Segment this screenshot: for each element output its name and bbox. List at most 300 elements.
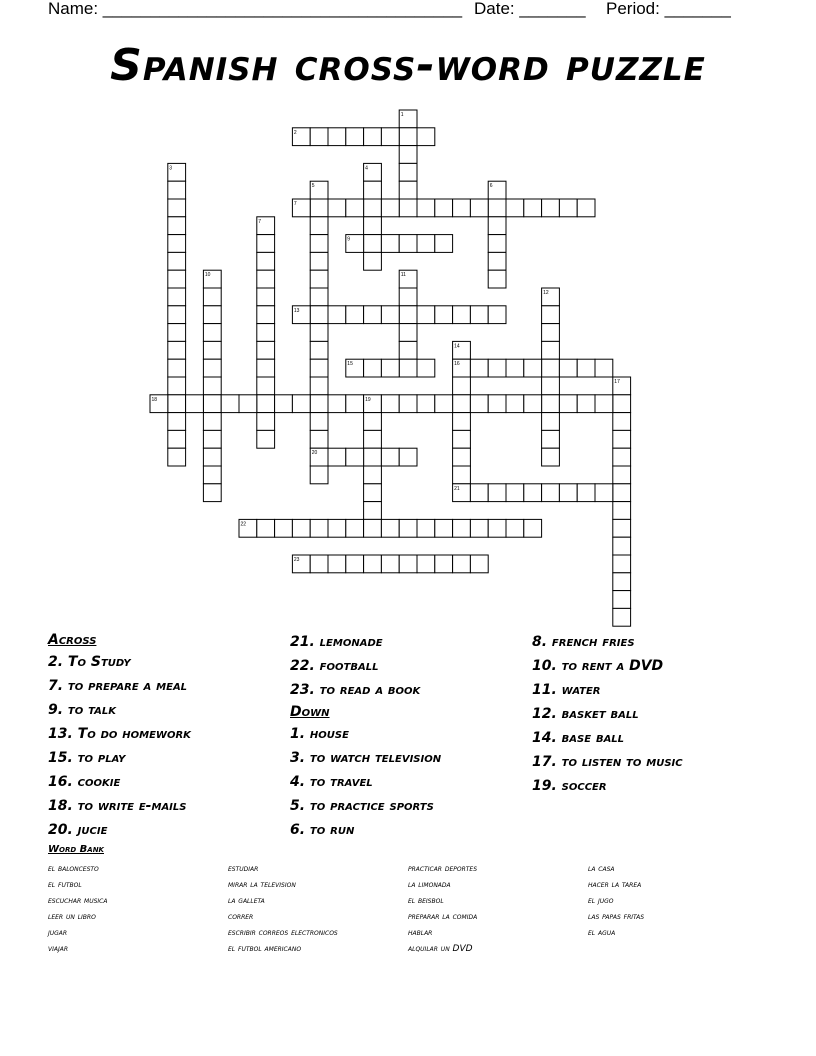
crossword-cell[interactable] <box>613 413 631 431</box>
crossword-cell[interactable] <box>595 359 613 377</box>
word-bank-column-4 <box>588 861 644 941</box>
word-bank-entry: las papas fritas <box>588 912 645 922</box>
crossword-cell[interactable] <box>417 359 435 377</box>
crossword-cell[interactable] <box>346 199 364 217</box>
crossword-cell[interactable] <box>381 359 399 377</box>
crossword-cell[interactable] <box>381 199 399 217</box>
word-bank-entry: practicar deportes <box>408 864 478 874</box>
crossword-cell[interactable] <box>257 324 275 342</box>
crossword-cell[interactable] <box>381 235 399 253</box>
crossword-cell[interactable] <box>168 359 186 377</box>
crossword-cell[interactable] <box>364 252 382 270</box>
word-bank-entry: viajar <box>48 944 69 954</box>
crossword-cell[interactable] <box>399 235 417 253</box>
crossword-cell[interactable] <box>381 306 399 324</box>
across-clue: 18. to write e-mails <box>48 798 187 814</box>
crossword-cell[interactable] <box>613 555 631 573</box>
crossword-cell[interactable] <box>542 288 560 306</box>
crossword-cell[interactable] <box>364 359 382 377</box>
down-clue: 5. to practice sports <box>290 798 434 814</box>
crossword-cell[interactable] <box>310 395 328 413</box>
crossword-cell[interactable] <box>381 128 399 146</box>
crossword-cell[interactable] <box>577 359 595 377</box>
crossword-cell[interactable] <box>257 217 275 235</box>
crossword-cell[interactable] <box>203 377 221 395</box>
down-clue: 3. to watch television <box>290 750 442 766</box>
crossword-cell[interactable] <box>417 555 435 573</box>
crossword-cell[interactable] <box>310 181 328 199</box>
crossword-cell[interactable] <box>310 288 328 306</box>
crossword-cell[interactable] <box>435 395 453 413</box>
crossword-cell[interactable] <box>524 519 542 537</box>
crossword-cell[interactable] <box>150 395 168 413</box>
crossword-cell[interactable] <box>292 519 310 537</box>
crossword-cell[interactable] <box>435 199 453 217</box>
crossword-cell[interactable] <box>203 466 221 484</box>
crossword-cell[interactable] <box>168 430 186 448</box>
crossword-cell[interactable] <box>364 430 382 448</box>
crossword-cell[interactable] <box>257 413 275 431</box>
crossword-cell[interactable] <box>399 395 417 413</box>
crossword-cell[interactable] <box>524 199 542 217</box>
crossword-cell[interactable] <box>364 235 382 253</box>
crossword-cell[interactable] <box>168 252 186 270</box>
crossword-cell[interactable] <box>168 324 186 342</box>
crossword-cell[interactable] <box>310 377 328 395</box>
crossword-cell[interactable] <box>168 395 186 413</box>
crossword-cell[interactable] <box>346 519 364 537</box>
clue-number: 7 <box>293 201 297 207</box>
word-bank-column-1 <box>48 861 107 957</box>
crossword-cell[interactable] <box>257 288 275 306</box>
clue-number: 12 <box>543 290 549 296</box>
crossword-cell[interactable] <box>310 199 328 217</box>
clue-number: 3 <box>169 165 173 172</box>
crossword-cell[interactable] <box>613 502 631 520</box>
word-bank-column-3 <box>408 861 477 957</box>
crossword-cell[interactable] <box>506 519 524 537</box>
crossword-cell[interactable] <box>186 395 204 413</box>
crossword-cell[interactable] <box>203 413 221 431</box>
crossword-cell[interactable] <box>399 270 417 288</box>
crossword-cell[interactable] <box>346 448 364 466</box>
crossword-cell[interactable] <box>417 306 435 324</box>
crossword-cell[interactable] <box>453 555 471 573</box>
word-bank-entry: correr <box>228 912 254 922</box>
crossword-cell[interactable] <box>346 555 364 573</box>
crossword-cell[interactable] <box>292 555 310 573</box>
across-clue: 13. To do homework <box>48 726 191 742</box>
down-clue: 14. base ball <box>532 730 625 746</box>
crossword-cell[interactable] <box>168 270 186 288</box>
crossword-cell[interactable] <box>488 199 506 217</box>
crossword-cell[interactable] <box>364 217 382 235</box>
crossword-cell[interactable] <box>435 235 453 253</box>
crossword-cell[interactable] <box>542 199 560 217</box>
crossword-cell[interactable] <box>203 324 221 342</box>
crossword-cell[interactable] <box>168 163 186 181</box>
word-bank-title: Word Bank <box>48 844 104 855</box>
crossword-cell[interactable] <box>435 519 453 537</box>
crossword-cell[interactable] <box>310 341 328 359</box>
crossword-cell[interactable] <box>310 235 328 253</box>
crossword-cell[interactable] <box>506 359 524 377</box>
crossword-cell[interactable] <box>524 395 542 413</box>
crossword-cell[interactable] <box>542 341 560 359</box>
word-bank-entry: estudiar <box>228 864 259 874</box>
crossword-cell[interactable] <box>346 128 364 146</box>
crossword-cell[interactable] <box>470 199 488 217</box>
crossword-cell[interactable] <box>613 484 631 502</box>
crossword-cell[interactable] <box>506 395 524 413</box>
crossword-cell[interactable] <box>613 537 631 555</box>
crossword-cell[interactable] <box>328 306 346 324</box>
crossword-cell[interactable] <box>542 324 560 342</box>
crossword-cell[interactable] <box>168 235 186 253</box>
crossword-cell[interactable] <box>453 448 471 466</box>
crossword-cell[interactable] <box>328 555 346 573</box>
crossword-cell[interactable] <box>364 484 382 502</box>
clue-number: 15 <box>347 361 353 368</box>
crossword-cell[interactable] <box>310 555 328 573</box>
clue-number: 10 <box>204 272 211 279</box>
crossword-cell[interactable] <box>203 288 221 306</box>
student-info-header <box>48 0 788 20</box>
crossword-cell[interactable] <box>613 519 631 537</box>
crossword-cell[interactable] <box>595 484 613 502</box>
crossword-cell[interactable] <box>203 395 221 413</box>
crossword-cell[interactable] <box>453 306 471 324</box>
crossword-cell[interactable] <box>310 324 328 342</box>
crossword-cell[interactable] <box>542 430 560 448</box>
clue-number: 19 <box>365 396 371 403</box>
crossword-cell[interactable] <box>453 199 471 217</box>
crossword-cell[interactable] <box>364 306 382 324</box>
crossword-cell[interactable] <box>364 128 382 146</box>
crossword-cell[interactable] <box>257 395 275 413</box>
crossword-cell[interactable] <box>453 413 471 431</box>
crossword-cell[interactable] <box>488 484 506 502</box>
crossword-cell[interactable] <box>417 519 435 537</box>
word-bank-column-2 <box>228 861 338 957</box>
crossword-cell[interactable] <box>221 395 239 413</box>
crossword-cell[interactable] <box>488 306 506 324</box>
crossword-cell[interactable] <box>435 306 453 324</box>
crossword-cell[interactable] <box>364 448 382 466</box>
crossword-cell[interactable] <box>364 413 382 431</box>
crossword-cell[interactable] <box>542 484 560 502</box>
word-bank-entry: hacer la tarea <box>588 880 642 890</box>
across-clue: 16. cookie <box>48 774 121 790</box>
crossword-cell[interactable] <box>488 252 506 270</box>
crossword-cell[interactable] <box>381 395 399 413</box>
crossword-cell[interactable] <box>417 235 435 253</box>
crossword-cell[interactable] <box>453 395 471 413</box>
crossword-cell[interactable] <box>346 359 364 377</box>
word-bank-entry: el jugo <box>588 896 614 906</box>
crossword-cell[interactable] <box>381 519 399 537</box>
across-heading: Across <box>48 632 97 648</box>
crossword-cell[interactable] <box>257 235 275 253</box>
clue-number: 13 <box>293 307 300 314</box>
crossword-cell[interactable] <box>399 324 417 342</box>
crossword-cell[interactable] <box>435 555 453 573</box>
down-clue: 8. french fries <box>532 634 635 650</box>
crossword-cell[interactable] <box>310 466 328 484</box>
crossword-cell[interactable] <box>453 519 471 537</box>
word-bank-entry: hablar <box>408 928 433 938</box>
crossword-cell[interactable] <box>453 484 471 502</box>
crossword-cell[interactable] <box>310 306 328 324</box>
crossword-cell[interactable] <box>488 270 506 288</box>
crossword-cell[interactable] <box>310 448 328 466</box>
crossword-cell[interactable] <box>168 377 186 395</box>
page-title: Spanish cross-word puzzle <box>110 40 706 91</box>
crossword-cell[interactable] <box>577 395 595 413</box>
clue-column-2 <box>290 630 441 842</box>
crossword-cell[interactable] <box>470 555 488 573</box>
across-clue: 23. to read a book <box>290 682 421 698</box>
crossword-cell[interactable] <box>399 519 417 537</box>
crossword-cell[interactable] <box>399 146 417 164</box>
crossword-cell[interactable] <box>364 163 382 181</box>
clue-number: 2 <box>293 129 297 136</box>
clue-number: 11 <box>400 272 406 279</box>
crossword-cell[interactable] <box>310 217 328 235</box>
name-field[interactable]: Name: ______________________________________ <box>48 0 463 18</box>
clue-number: 14 <box>454 343 460 350</box>
crossword-cell[interactable] <box>310 359 328 377</box>
crossword-cell[interactable] <box>203 306 221 324</box>
across-clue: 7. to prepare a meal <box>48 678 188 694</box>
crossword-cell[interactable] <box>542 413 560 431</box>
crossword-cell[interactable] <box>470 519 488 537</box>
crossword-cell[interactable] <box>310 430 328 448</box>
crossword-cell[interactable] <box>506 199 524 217</box>
crossword-cell[interactable] <box>399 110 417 128</box>
word-bank-entry: la limonada <box>408 880 451 890</box>
crossword-cell[interactable] <box>613 466 631 484</box>
crossword-cell[interactable] <box>613 430 631 448</box>
crossword-cell[interactable] <box>453 377 471 395</box>
word-bank-entry: escribir correos electronicos <box>228 928 338 938</box>
crossword-cell[interactable] <box>453 466 471 484</box>
across-clue: 15. to play <box>48 750 126 766</box>
crossword-cell[interactable] <box>257 519 275 537</box>
crossword-cell[interactable] <box>203 359 221 377</box>
crossword-cell[interactable] <box>168 288 186 306</box>
crossword-cell[interactable] <box>328 519 346 537</box>
crossword-cell[interactable] <box>275 395 293 413</box>
crossword-cell[interactable] <box>364 555 382 573</box>
crossword-cell[interactable] <box>168 217 186 235</box>
word-bank-entry: preparar la comida <box>408 912 478 922</box>
crossword-cell[interactable] <box>168 181 186 199</box>
crossword-cell[interactable] <box>257 430 275 448</box>
crossword-cell[interactable] <box>257 270 275 288</box>
crossword-cell[interactable] <box>364 466 382 484</box>
crossword-cell[interactable] <box>364 181 382 199</box>
crossword-cell[interactable] <box>488 519 506 537</box>
clue-number: 1 <box>400 112 404 118</box>
crossword-cell[interactable] <box>346 235 364 253</box>
crossword-cell[interactable] <box>203 448 221 466</box>
crossword-cell[interactable] <box>310 270 328 288</box>
crossword-cell[interactable] <box>399 128 417 146</box>
crossword-cell[interactable] <box>292 128 310 146</box>
crossword-cell[interactable] <box>524 484 542 502</box>
crossword-cell[interactable] <box>239 395 257 413</box>
clue-number: 4 <box>365 165 368 172</box>
crossword-cell[interactable] <box>488 217 506 235</box>
clue-number: 5 <box>311 183 315 190</box>
clue-column-3 <box>532 630 683 798</box>
crossword-cell[interactable] <box>257 306 275 324</box>
word-bank-entry: el agua <box>588 928 616 938</box>
crossword-cell[interactable] <box>399 163 417 181</box>
down-clue: 17. to listen to music <box>532 754 683 770</box>
crossword-cell[interactable] <box>577 199 595 217</box>
down-clue: 1. house <box>290 726 349 742</box>
crossword-cell[interactable] <box>257 377 275 395</box>
crossword-cell[interactable] <box>470 306 488 324</box>
crossword-cell[interactable] <box>417 199 435 217</box>
clue-number: 7 <box>258 218 262 225</box>
crossword-cell[interactable] <box>542 448 560 466</box>
crossword-cell[interactable] <box>364 519 382 537</box>
crossword-cell[interactable] <box>257 341 275 359</box>
crossword-cell[interactable] <box>524 359 542 377</box>
crossword-cell[interactable] <box>310 519 328 537</box>
crossword-cell[interactable] <box>417 128 435 146</box>
across-clue: 2. To Study <box>48 654 131 670</box>
crossword-cell[interactable] <box>399 306 417 324</box>
clue-number: 18 <box>151 396 158 403</box>
crossword-cell[interactable] <box>559 484 577 502</box>
crossword-cell[interactable] <box>488 181 506 199</box>
crossword-cell[interactable] <box>292 306 310 324</box>
crossword-cell[interactable] <box>542 395 560 413</box>
across-clue: 20. jucie <box>48 822 108 838</box>
crossword-cell[interactable] <box>203 341 221 359</box>
clue-number: 23 <box>293 557 300 563</box>
down-clue: 4. to travel <box>290 774 373 790</box>
clue-number: 22 <box>240 521 247 528</box>
crossword-cell[interactable] <box>506 484 524 502</box>
crossword-cell[interactable] <box>542 306 560 324</box>
crossword-cell[interactable] <box>453 359 471 377</box>
crossword-cell[interactable] <box>559 199 577 217</box>
crossword-cell[interactable] <box>203 270 221 288</box>
crossword-cell[interactable] <box>488 395 506 413</box>
crossword-cell[interactable] <box>381 555 399 573</box>
crossword-cell[interactable] <box>275 519 293 537</box>
crossword-cell[interactable] <box>470 484 488 502</box>
crossword-cell[interactable] <box>399 341 417 359</box>
crossword-cell[interactable] <box>488 359 506 377</box>
crossword-cell[interactable] <box>613 448 631 466</box>
crossword-cell[interactable] <box>453 341 471 359</box>
crossword-cell[interactable] <box>399 288 417 306</box>
crossword-cell[interactable] <box>346 395 364 413</box>
crossword-cell[interactable] <box>328 199 346 217</box>
crossword-cell[interactable] <box>168 341 186 359</box>
crossword-cell[interactable] <box>542 359 560 377</box>
crossword-cell[interactable] <box>310 128 328 146</box>
crossword-cell[interactable] <box>399 448 417 466</box>
clue-number: 20 <box>311 450 318 457</box>
across-clue: 22. football <box>290 658 379 674</box>
word-bank-entry: escuchar musica <box>48 896 108 906</box>
crossword-cell[interactable] <box>399 359 417 377</box>
crossword-cell[interactable] <box>292 395 310 413</box>
word-bank-entry: leer un libro <box>48 912 96 922</box>
crossword-cell[interactable] <box>257 359 275 377</box>
crossword-cell[interactable] <box>613 395 631 413</box>
crossword-cell[interactable] <box>328 448 346 466</box>
down-clue: 10. to rent a DVD <box>532 658 664 674</box>
crossword-cell[interactable] <box>613 608 631 626</box>
crossword-cell[interactable] <box>559 359 577 377</box>
crossword-cell[interactable] <box>364 502 382 520</box>
crossword-cell[interactable] <box>613 573 631 591</box>
down-heading: Down <box>290 704 330 720</box>
crossword-cell[interactable] <box>239 519 257 537</box>
crossword-cell[interactable] <box>168 448 186 466</box>
crossword-cell[interactable] <box>364 199 382 217</box>
crossword-cell[interactable] <box>595 395 613 413</box>
crossword-cell[interactable] <box>310 252 328 270</box>
clue-number: 16 <box>454 361 460 368</box>
clue-number: 21 <box>454 485 460 492</box>
crossword-cell[interactable] <box>399 199 417 217</box>
crossword-cell[interactable] <box>292 199 310 217</box>
clue-number: 9 <box>347 236 351 243</box>
period-field[interactable]: Period: _______ <box>606 0 731 18</box>
word-bank-entry: el futbol <box>48 880 82 890</box>
crossword-cell[interactable] <box>470 395 488 413</box>
crossword-cell[interactable] <box>168 306 186 324</box>
crossword-cell[interactable] <box>613 591 631 609</box>
crossword-cell[interactable] <box>257 252 275 270</box>
crossword-cell[interactable] <box>399 555 417 573</box>
word-bank-entry: el futbol americano <box>228 944 302 954</box>
word-bank-entry: el beisbol <box>408 896 444 906</box>
crossword-cell[interactable] <box>488 235 506 253</box>
crossword-cell[interactable] <box>542 377 560 395</box>
crossword-cell[interactable] <box>559 395 577 413</box>
crossword-cell[interactable] <box>328 395 346 413</box>
crossword-cell[interactable] <box>453 430 471 448</box>
crossword-cell[interactable] <box>328 128 346 146</box>
crossword-cell[interactable] <box>346 306 364 324</box>
crossword-cell[interactable] <box>470 359 488 377</box>
date-field[interactable]: Date: _______ <box>474 0 586 18</box>
crossword-cell[interactable] <box>310 413 328 431</box>
crossword-cell[interactable] <box>203 430 221 448</box>
crossword-cell[interactable] <box>417 395 435 413</box>
crossword-cell[interactable] <box>168 413 186 431</box>
crossword-cell[interactable] <box>577 484 595 502</box>
crossword-cell[interactable] <box>381 448 399 466</box>
crossword-cell[interactable] <box>203 484 221 502</box>
crossword-cell[interactable] <box>364 395 382 413</box>
crossword-cell[interactable] <box>168 199 186 217</box>
clue-number: 17 <box>614 379 620 385</box>
clue-column-1 <box>48 630 191 842</box>
crossword-cell[interactable] <box>399 181 417 199</box>
crossword-cell[interactable] <box>613 377 631 395</box>
